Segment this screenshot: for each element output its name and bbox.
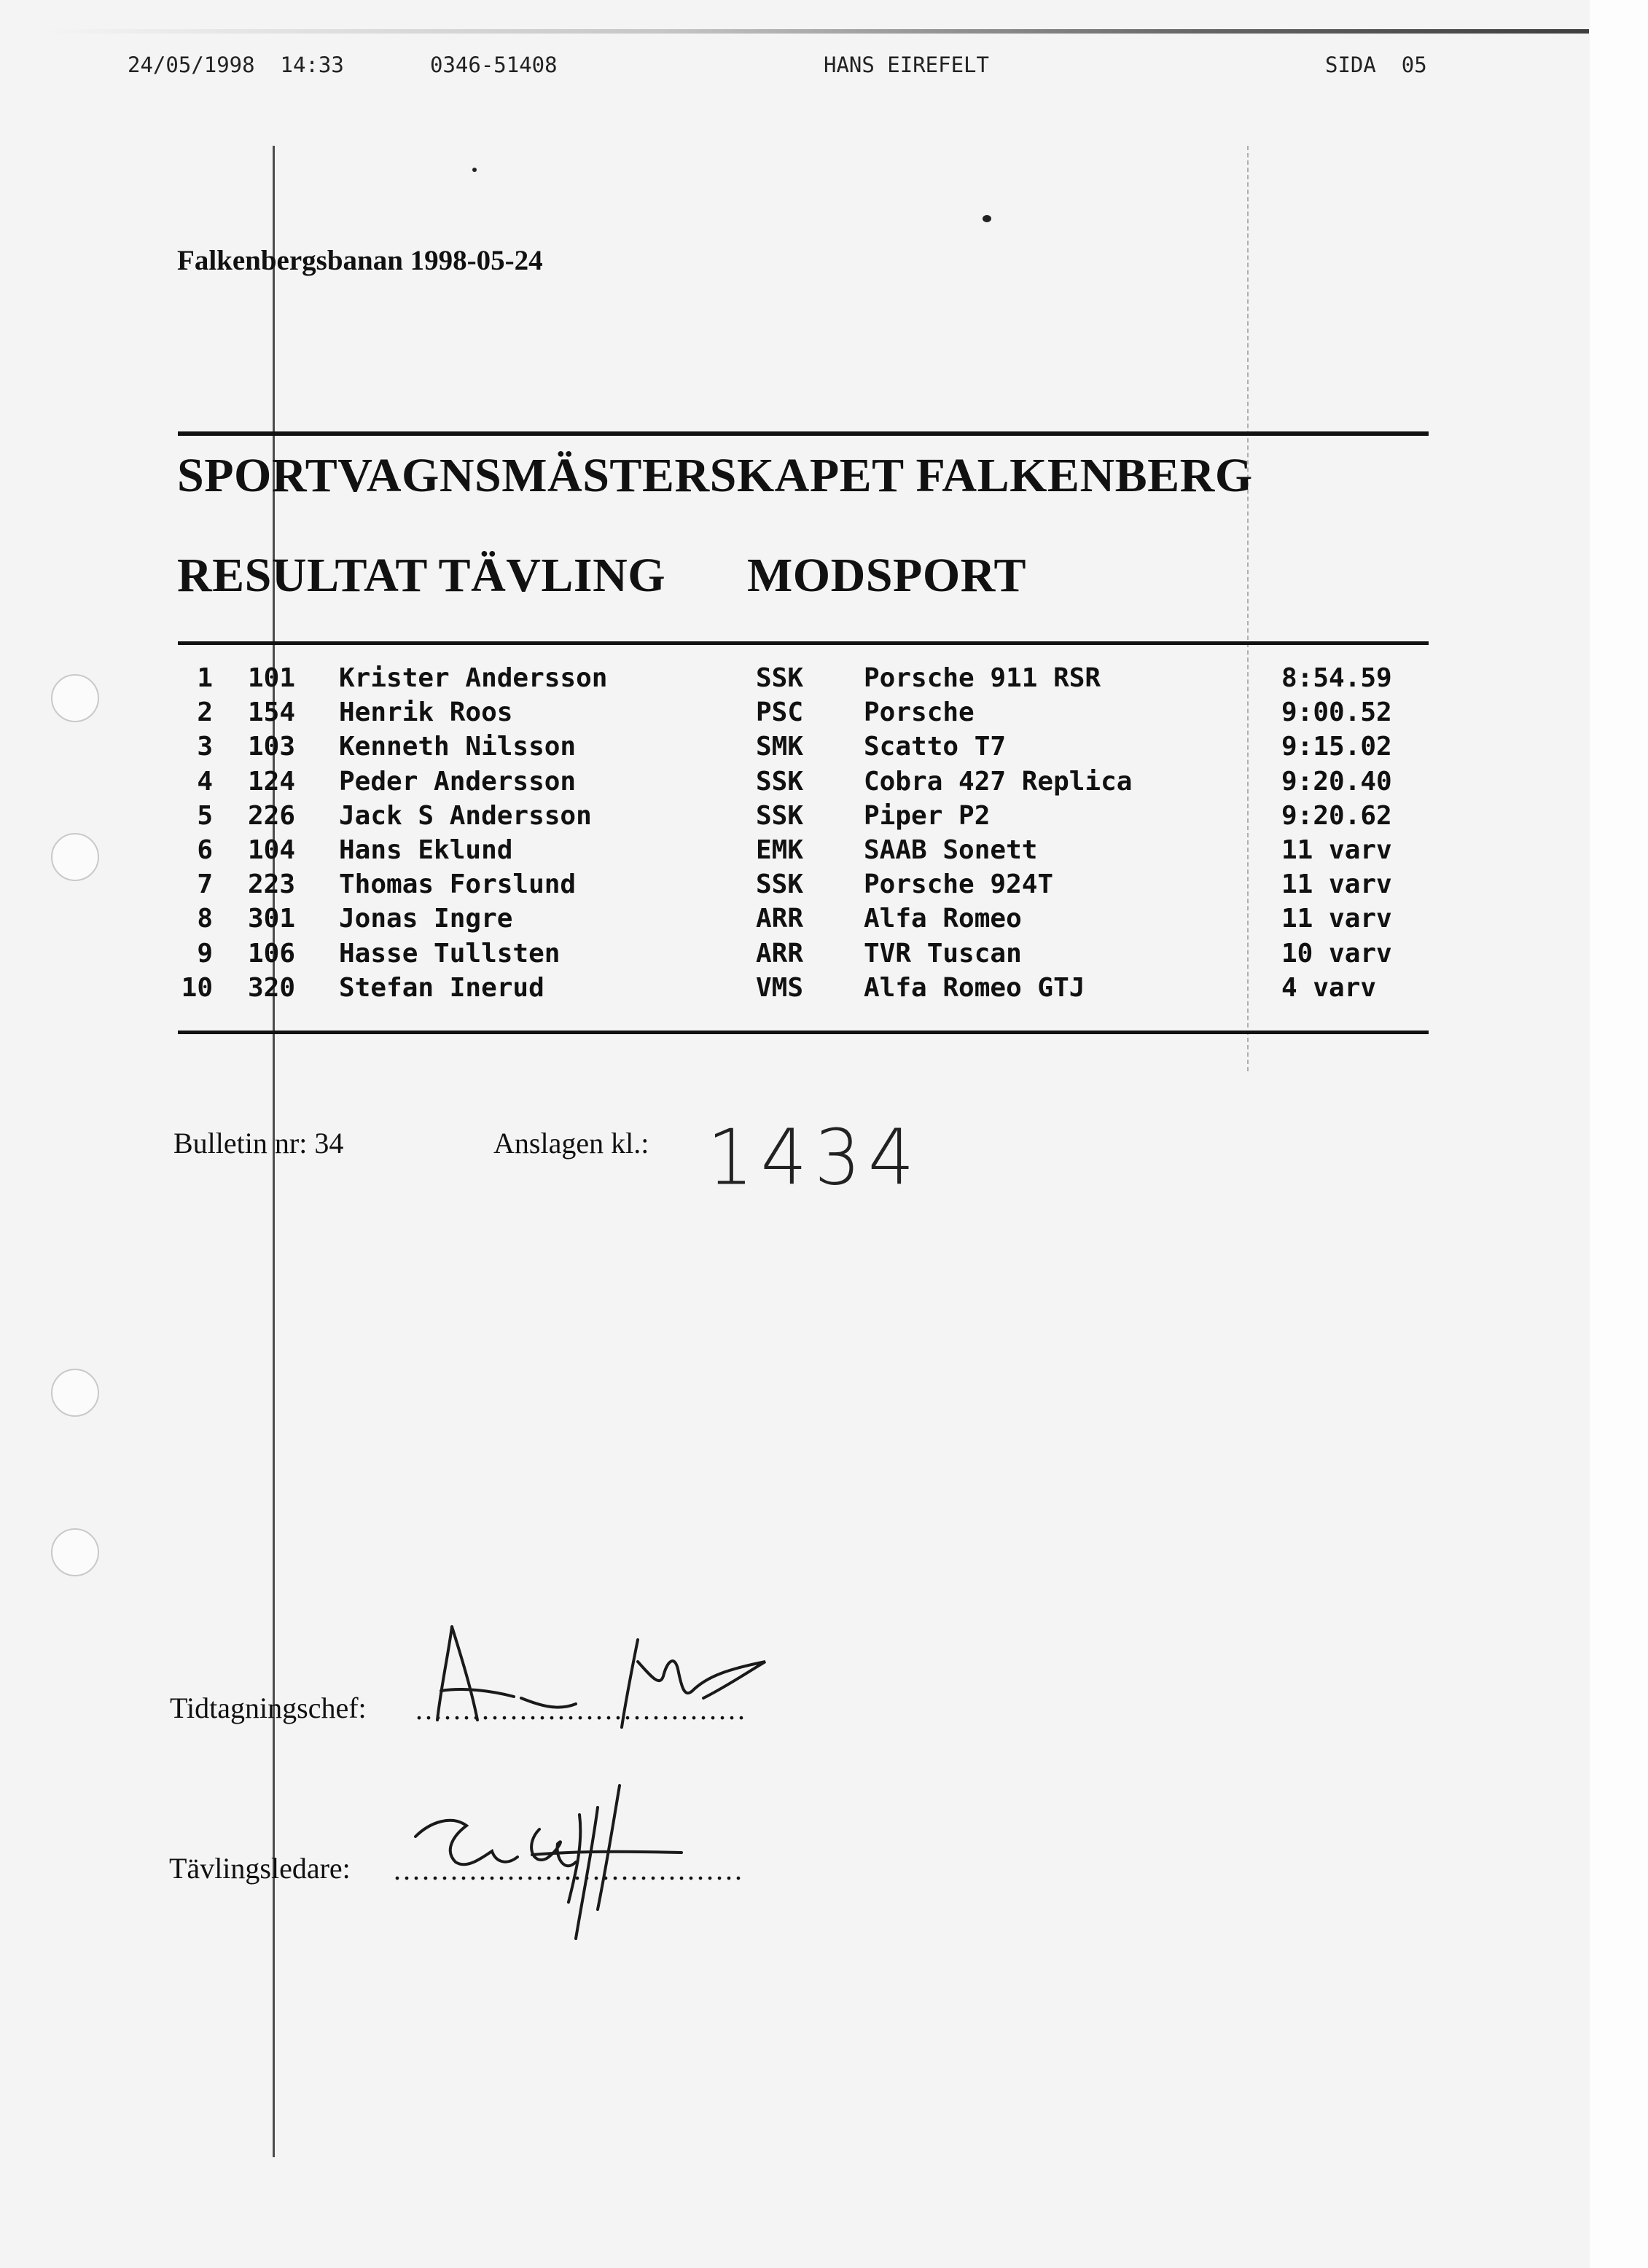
result-row [175, 869, 1436, 904]
result-position: 8 [197, 904, 213, 934]
result-car: Scatto T7 [864, 732, 1007, 762]
result-car: Porsche 911 RSR [864, 663, 1101, 693]
result-club: VMS [756, 972, 804, 1003]
result-driver: Hans Eklund [339, 834, 513, 865]
result-position: 3 [197, 732, 213, 762]
page-title: SPORTVAGNSMÄSTERSKAPET FALKENBERG [177, 449, 1253, 502]
result-time: 9:15.02 [1281, 732, 1392, 762]
result-car: Alfa Romeo [864, 904, 1022, 934]
scan-speck [472, 168, 477, 172]
result-club: SSK [756, 766, 804, 797]
result-row [175, 767, 1436, 801]
posted-time-handwritten: 1434 [707, 1113, 922, 1203]
result-car: TVR Tuscan [864, 938, 1022, 969]
fax-sender: HANS EIREFELT [824, 52, 989, 77]
timing-chief-dots: ................................... [415, 1693, 747, 1726]
result-car: Porsche 924T [864, 869, 1054, 900]
punch-hole [51, 1369, 99, 1417]
result-row [175, 663, 1436, 697]
result-club: SSK [756, 800, 804, 831]
scan-speck [983, 215, 991, 222]
result-row [175, 697, 1436, 732]
result-position: 10 [181, 972, 213, 1003]
table-bottom-rule [178, 1031, 1429, 1034]
result-time: 11 varv [1281, 834, 1392, 865]
fax-page-label: SIDA 05 [1325, 52, 1427, 77]
result-row [175, 835, 1436, 869]
result-time: 4 varv [1281, 972, 1377, 1003]
race-director-dots: ..................................... [394, 1853, 744, 1886]
result-club: SSK [756, 663, 804, 693]
result-car: SAAB Sonett [864, 834, 1038, 865]
race-director-label: Tävlingsledare: [169, 1852, 351, 1885]
result-position: 7 [197, 869, 213, 900]
result-driver: Thomas Forslund [339, 869, 577, 900]
result-driver: Jonas Ingre [339, 904, 513, 934]
result-car-number: 124 [248, 766, 296, 797]
result-car: Alfa Romeo GTJ [864, 972, 1085, 1003]
result-club: SSK [756, 869, 804, 900]
posted-label: Anslagen kl.: [493, 1127, 649, 1160]
race-director-signature [401, 1771, 707, 1946]
result-row [175, 732, 1436, 766]
result-car-number: 226 [248, 800, 296, 831]
paper-edge [1590, 0, 1648, 2268]
result-club: ARR [756, 938, 804, 969]
result-car: Piper P2 [864, 800, 991, 831]
result-position: 4 [197, 766, 213, 797]
result-position: 5 [197, 800, 213, 831]
result-driver: Henrik Roos [339, 697, 513, 728]
result-position: 6 [197, 834, 213, 865]
result-club: SMK [756, 732, 804, 762]
result-driver: Krister Andersson [339, 663, 608, 693]
top-rule [178, 431, 1429, 436]
fax-number: 0346-51408 [430, 52, 558, 77]
result-car-number: 103 [248, 732, 296, 762]
result-car-number: 154 [248, 697, 296, 728]
venue-date: Falkenbergsbanan 1998-05-24 [177, 245, 543, 276]
result-car-number: 301 [248, 904, 296, 934]
result-car-number: 104 [248, 834, 296, 865]
bulletin-number: Bulletin nr: 34 [173, 1127, 344, 1160]
result-row [175, 801, 1436, 835]
result-time: 11 varv [1281, 869, 1392, 900]
result-club: PSC [756, 697, 804, 728]
results-table [175, 663, 1436, 1007]
result-time: 9:00.52 [1281, 697, 1392, 728]
result-car-number: 223 [248, 869, 296, 900]
result-position: 1 [197, 663, 213, 693]
table-top-rule [178, 641, 1429, 645]
result-row [175, 939, 1436, 973]
result-club: EMK [756, 834, 804, 865]
result-position: 9 [197, 938, 213, 969]
result-car-number: 101 [248, 663, 296, 693]
fax-scan-bar [44, 29, 1589, 34]
fax-datetime: 24/05/1998 14:33 [128, 52, 344, 77]
result-car: Porsche [864, 697, 975, 728]
result-car: Cobra 427 Replica [864, 766, 1133, 797]
result-row [175, 904, 1436, 938]
result-time: 9:20.40 [1281, 766, 1392, 797]
class-name: MODSPORT [747, 549, 1027, 602]
result-time: 9:20.62 [1281, 800, 1392, 831]
fax-header [0, 52, 1648, 82]
page-subtitle: RESULTAT TÄVLING [177, 549, 666, 602]
result-driver: Stefan Inerud [339, 972, 544, 1003]
result-time: 11 varv [1281, 904, 1392, 934]
result-time: 8:54.59 [1281, 663, 1392, 693]
result-row [175, 973, 1436, 1007]
result-driver: Kenneth Nilsson [339, 732, 577, 762]
result-time: 10 varv [1281, 938, 1392, 969]
result-club: ARR [756, 904, 804, 934]
punch-hole [51, 833, 99, 881]
result-driver: Hasse Tullsten [339, 938, 561, 969]
result-driver: Peder Andersson [339, 766, 577, 797]
punch-hole [51, 1528, 99, 1576]
timing-chief-signature [419, 1618, 798, 1727]
timing-chief-label: Tidtagningschef: [170, 1692, 367, 1724]
result-car-number: 320 [248, 972, 296, 1003]
punch-hole [51, 674, 99, 722]
result-driver: Jack S Andersson [339, 800, 592, 831]
result-car-number: 106 [248, 938, 296, 969]
result-position: 2 [197, 697, 213, 728]
